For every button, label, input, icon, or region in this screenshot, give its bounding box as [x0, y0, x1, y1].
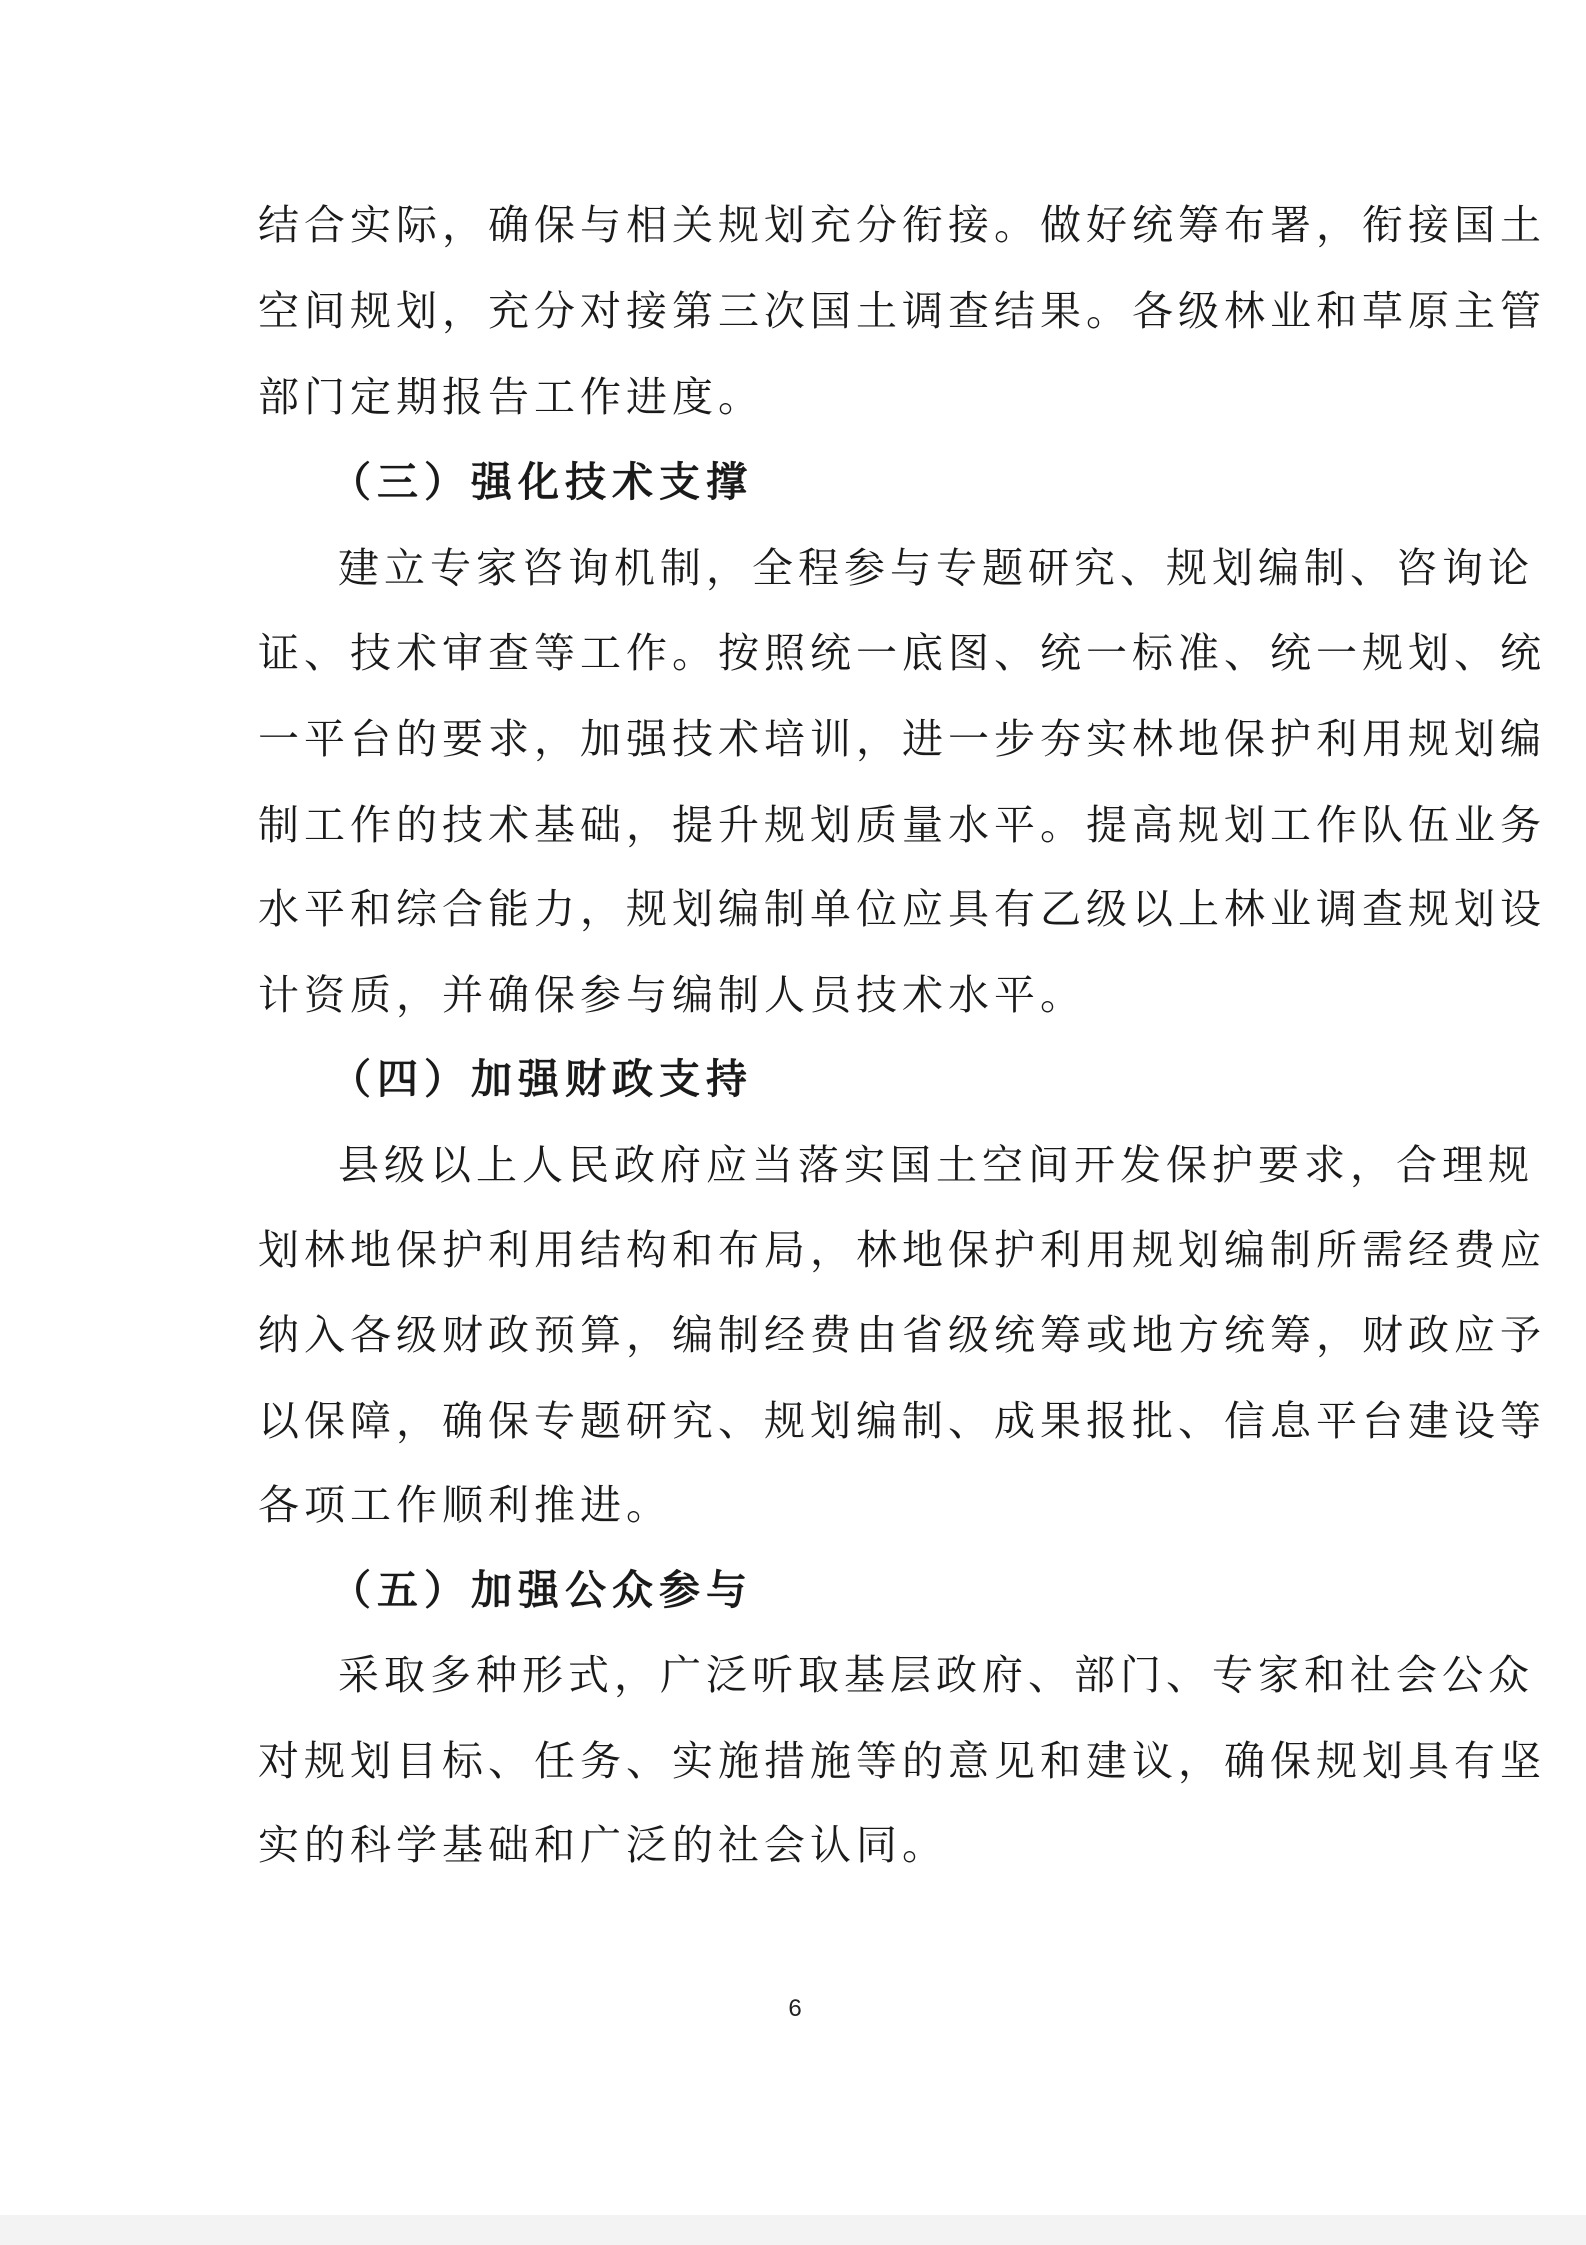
section-heading-four: （四）加强财政支持 [330, 1055, 753, 1103]
paragraph-line: 对规划目标、任务、实施措施等的意见和建议，确保规划具有坚 [258, 1737, 1546, 1785]
section-heading-three: （三）强化技术支撑 [330, 458, 753, 506]
section-heading-five: （五）加强公众参与 [330, 1566, 753, 1614]
page-number: 6 [788, 1995, 802, 2022]
paragraph-line: 划林地保护利用结构和布局，林地保护利用规划编制所需经费应 [258, 1226, 1546, 1274]
paragraph-line: 县级以上人民政府应当落实国土空间开发保护要求，合理规 [338, 1141, 1534, 1189]
paragraph-line: 证、技术审查等工作。按照统一底图、统一标准、统一规划、统 [258, 629, 1546, 677]
paragraph-line: 以保障，确保专题研究、规划编制、成果报批、信息平台建设等 [258, 1397, 1546, 1445]
paragraph-line: 水平和综合能力，规划编制单位应具有乙级以上林业调查规划设 [258, 885, 1546, 933]
paragraph-line: 一平台的要求，加强技术培训，进一步夯实林地保护利用规划编 [258, 715, 1546, 763]
paragraph-line: 结合实际，确保与相关规划充分衔接。做好统筹布署，衔接国土 [258, 201, 1546, 249]
paragraph-line: 实的科学基础和广泛的社会认同。 [258, 1821, 948, 1869]
paragraph-line: 部门定期报告工作进度。 [258, 373, 764, 421]
scan-bottom-edge [0, 2215, 1586, 2245]
paragraph-line: 建立专家咨询机制，全程参与专题研究、规划编制、咨询论 [338, 544, 1534, 592]
paragraph-line: 纳入各级财政预算，编制经费由省级统筹或地方统筹，财政应予 [258, 1311, 1546, 1359]
paragraph-line: 计资质，并确保参与编制人员技术水平。 [258, 971, 1086, 1019]
paragraph-line: 采取多种形式，广泛听取基层政府、部门、专家和社会公众 [338, 1651, 1534, 1699]
paragraph-line: 各项工作顺利推进。 [258, 1481, 672, 1529]
paragraph-line: 空间规划，充分对接第三次国土调查结果。各级林业和草原主管 [258, 287, 1546, 335]
paragraph-line: 制工作的技术基础，提升规划质量水平。提高规划工作队伍业务 [258, 801, 1546, 849]
